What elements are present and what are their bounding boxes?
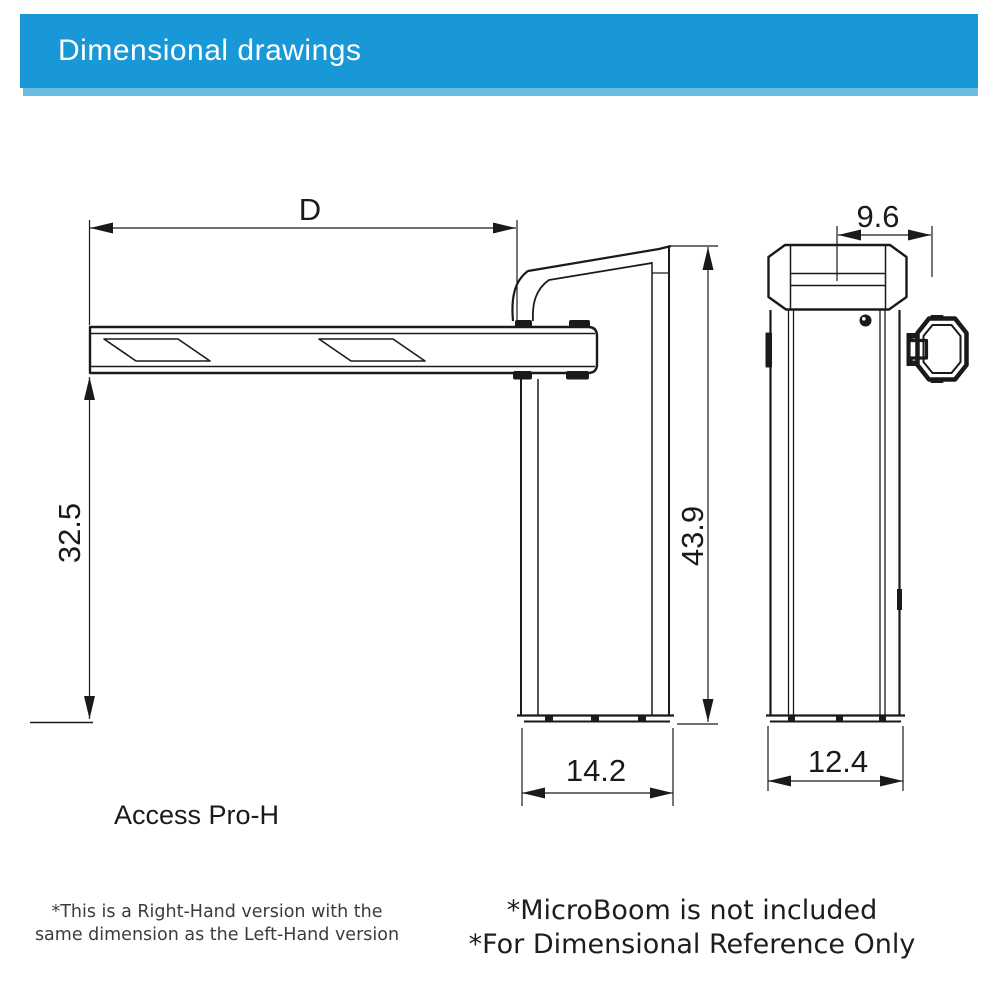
dim-label-43-9: 43.9 (675, 505, 710, 567)
boom-reflective-sticker (104, 339, 210, 361)
cabinet-body-side (766, 310, 906, 722)
arm-bracket-swoosh-inner (533, 263, 652, 321)
cabinet-front (512, 246, 674, 722)
dim-cabinet-width (522, 728, 673, 806)
footnote-line: *This is a Right-Hand version with the (51, 902, 383, 922)
hinge-tab (766, 333, 773, 368)
side-view (766, 245, 967, 722)
dim-head-offset (837, 199, 932, 281)
boom-mount-flange (907, 315, 967, 383)
model-label: Access Pro-H (114, 800, 280, 830)
footnote-line: same dimension as the Left-Hand version (34, 925, 400, 945)
page-title: Dimensional drawings (58, 34, 362, 67)
footnote-line: *For Dimensional Reference Only (468, 929, 916, 960)
footnote-line: *MicroBoom is not included (506, 895, 878, 926)
dim-boom-length (90, 192, 518, 325)
dim-label-32-5: 32.5 (52, 502, 87, 564)
dim-label-9-6: 9.6 (856, 199, 900, 234)
footnote-reference (432, 894, 952, 962)
dim-boom-height (30, 377, 95, 723)
dim-label-D: D (298, 192, 322, 227)
dim-label-12-4: 12.4 (807, 744, 869, 779)
latch-detail (897, 589, 902, 610)
dim-cabinet-depth (768, 726, 903, 791)
flange-octagon-inner (924, 325, 961, 373)
front-view (90, 246, 674, 722)
boom-reflective-sticker (319, 339, 425, 361)
dim-overall-height (671, 246, 718, 724)
dim-label-14-2: 14.2 (565, 753, 627, 788)
footnote-hand-version (14, 901, 420, 947)
boom-arm (90, 327, 597, 373)
knob (860, 315, 872, 327)
arm-bracket-swoosh (512, 246, 671, 321)
boom-clamp-blocks (513, 320, 590, 380)
